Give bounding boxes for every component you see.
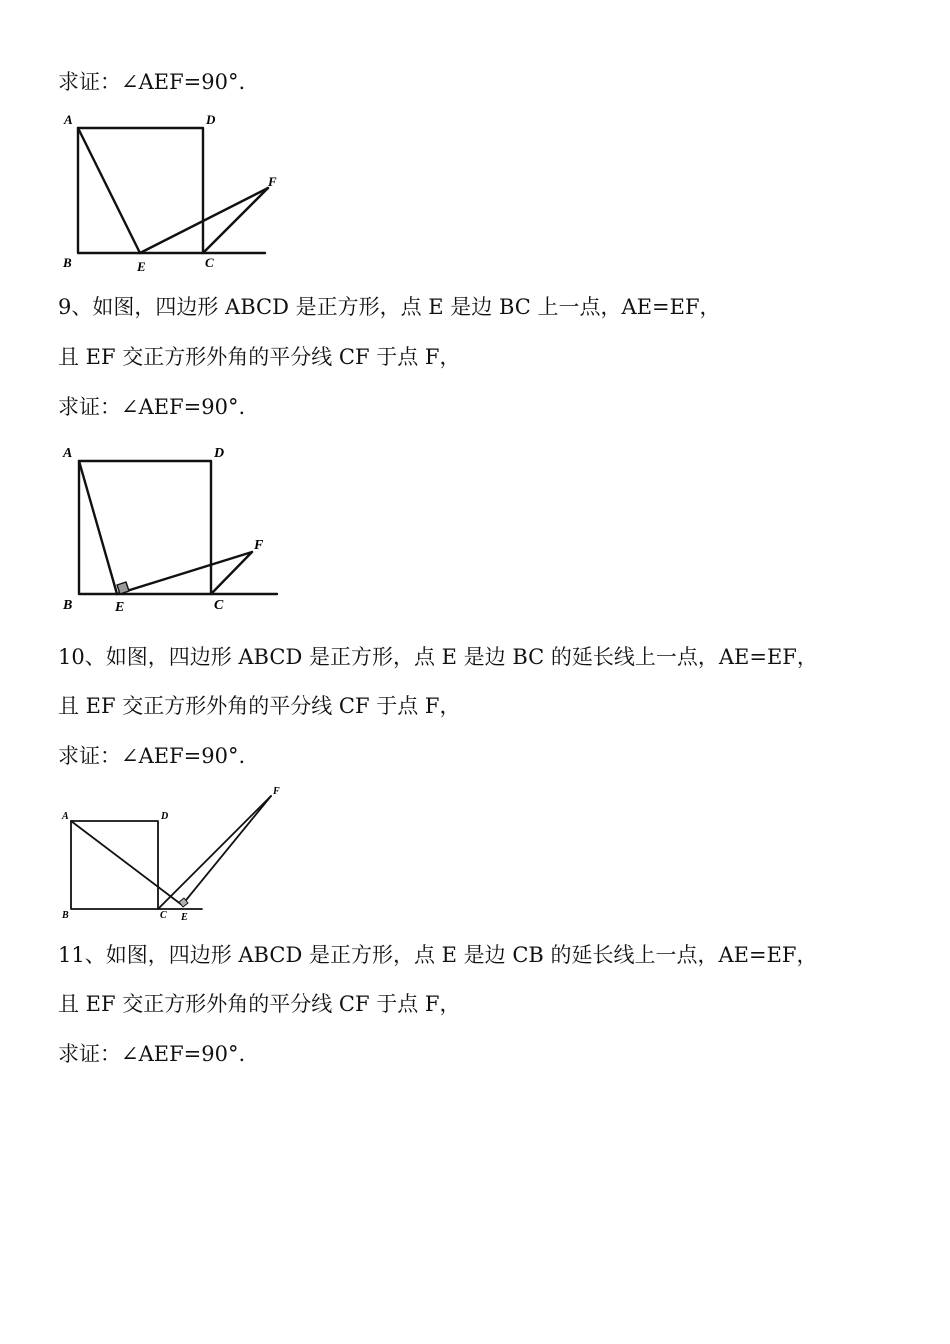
problem-9-conclusion: 求证：∠AEF=90°. (58, 395, 246, 419)
problem-8-conclusion: 求证：∠AEF=90°. (58, 70, 246, 94)
label-d: D (161, 811, 169, 822)
segment-ef (182, 796, 271, 905)
segment-ae (71, 821, 182, 905)
label-f: F (268, 174, 277, 189)
label-e: E (137, 259, 146, 274)
label-c: C (160, 910, 167, 921)
label-c: C (205, 255, 214, 270)
label-c: C (214, 598, 224, 613)
segment-cf (158, 796, 271, 909)
problem-9-line-1: 9、如图，四边形 ABCD 是正方形，点 E 是边 BC 上一点，AE=EF， (58, 295, 721, 319)
segment-ae (78, 128, 140, 253)
label-f: F (254, 538, 264, 553)
label-a: A (64, 112, 73, 127)
figure-2-square-diagram (0, 440, 320, 620)
label-f: F (273, 786, 280, 797)
problem-11-line-1: 11、如图，四边形 ABCD 是正方形，点 E 是边 CB 的延长线上一点，AE=EF， (58, 943, 818, 967)
problem-9-line-2: 且 EF 交正方形外角的平分线 CF 于点 F， (58, 345, 461, 369)
label-b: B (63, 255, 72, 270)
label-d: D (214, 446, 225, 461)
problem-11-line-2: 且 EF 交正方形外角的平分线 CF 于点 F， (58, 992, 461, 1016)
label-a: A (62, 811, 69, 822)
label-e: E (181, 912, 188, 923)
figure-3-square-diagram (0, 780, 320, 930)
figure-1-square-diagram (0, 110, 320, 280)
label-d: D (206, 112, 216, 127)
segment-cf (203, 188, 268, 253)
label-a: A (63, 446, 73, 461)
label-b: B (62, 910, 69, 921)
square-abcd (78, 128, 203, 253)
problem-10-line-2: 且 EF 交正方形外角的平分线 CF 于点 F， (58, 694, 461, 718)
right-angle-marker (117, 582, 129, 594)
problem-10-conclusion: 求证：∠AEF=90°. (58, 744, 246, 768)
problem-10-line-1: 10、如图，四边形 ABCD 是正方形，点 E 是边 BC 的延长线上一点，AE=EF， (58, 645, 818, 669)
segment-ae (79, 461, 117, 594)
problem-11-conclusion: 求证：∠AEF=90°. (58, 1042, 246, 1066)
square-abcd (71, 821, 158, 909)
label-e: E (115, 600, 125, 615)
label-b: B (63, 598, 73, 613)
